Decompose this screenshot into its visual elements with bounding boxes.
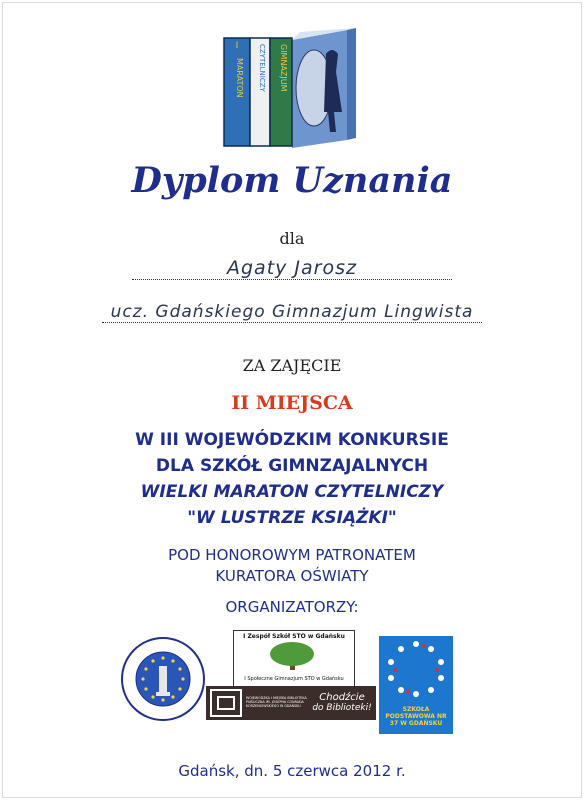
- diploma-title: Dyplom Uznania: [131, 160, 453, 201]
- contest-line-1: W III WOJEWÓDZKIM KONKURSIE: [135, 430, 449, 450]
- patronage-line-1: POD HONOROWYM PATRONATEM: [168, 546, 416, 564]
- organizers-label: ORGANIZATORZY:: [225, 598, 359, 616]
- logo-line-4: GIMNAZJUM: [279, 44, 288, 92]
- contest-line-3: WIELKI MARATON CZYTELNICZY: [140, 482, 444, 502]
- wmbp-mark: [210, 689, 242, 717]
- tree-icon: [234, 640, 352, 672]
- library-slogan: [308, 693, 376, 713]
- school-37-text: SZKOŁA PODSTAWOWA NR 37 W GDAŃSKU: [385, 706, 447, 728]
- school-37-logo: [379, 636, 453, 734]
- library-logo: [206, 686, 376, 720]
- logo-line-2: MARATON: [235, 58, 244, 98]
- sto-top-text: I Zespół Szkół STO w Gdańsku: [243, 633, 345, 640]
- place-label: ZA ZAJĘCIE: [242, 356, 342, 375]
- date-line: Gdańsk, dn. 5 czerwca 2012 r.: [178, 762, 406, 780]
- patronage-line-2: KURATORA OŚWIATY: [215, 567, 369, 585]
- recipient-name: Agaty Jarosz: [132, 257, 452, 280]
- contest-line-2: DLA SZKÓŁ GIMNZAJALNYCH: [155, 456, 429, 476]
- library-text: WOJEWÓDZKA I MIEJSKA BIBLIOTEKA PUBLICZNA IM. JOSEPHA CONRADA KORZENIOWSKIEGO W GDAŃSKU: [246, 696, 307, 708]
- sto-bottom-text: I Społeczne Gimnazjum STO w Gdańsku: [244, 676, 344, 682]
- contest-line-4: "W LUSTRZE KSIĄŻKI": [187, 508, 397, 528]
- for-label: dla: [279, 229, 305, 248]
- marathon-logo: [222, 28, 362, 156]
- place-text: II MIEJSCA: [231, 392, 353, 414]
- school-seal-logo: [120, 636, 206, 722]
- library-slogan-line-2: do Biblioteki!: [312, 702, 372, 713]
- recipient-line: [0, 257, 584, 280]
- logo-line-3: CZYTELNICZY: [258, 44, 266, 92]
- library-slogan-line-1: Chodźcie: [319, 692, 365, 704]
- recipient-school: ucz. Gdańskiego Gimnazjum Lingwista: [102, 302, 482, 323]
- children-circle-icon: [379, 636, 453, 702]
- logo-line-1: I: [235, 41, 239, 51]
- sto-logo: [233, 630, 355, 690]
- school-line: [0, 302, 584, 323]
